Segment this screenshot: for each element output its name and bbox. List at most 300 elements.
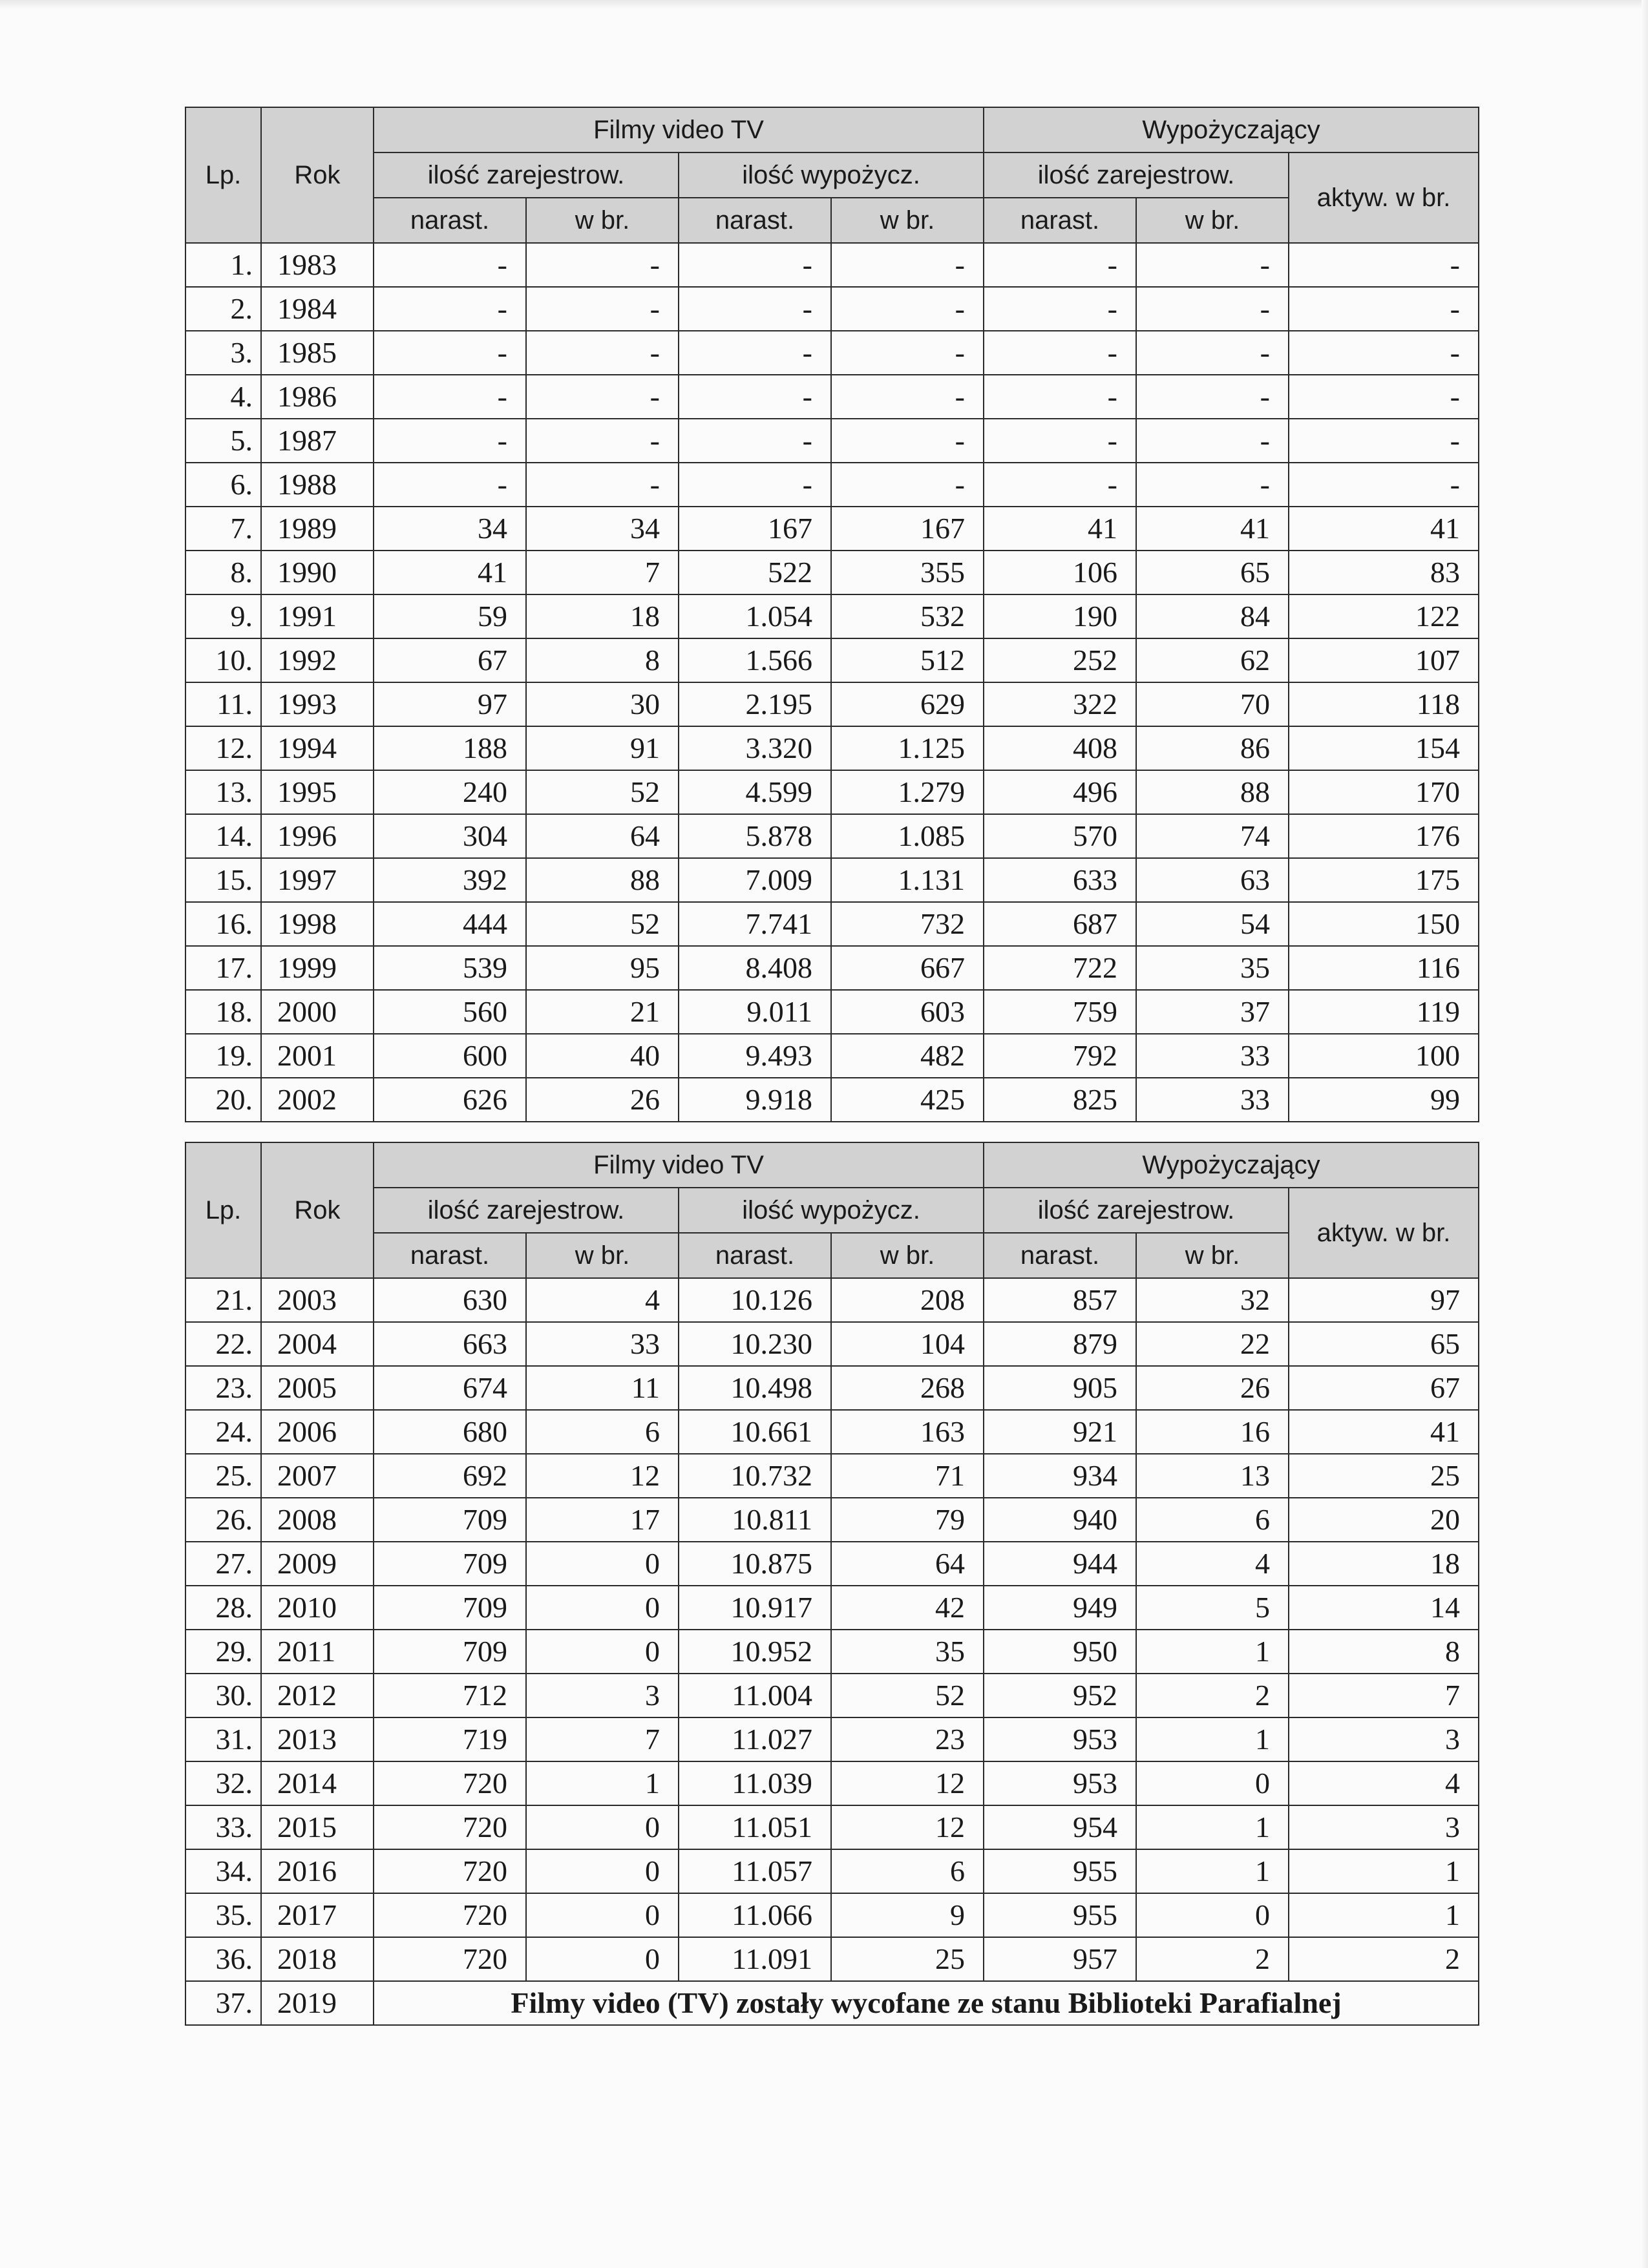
cell-loans-narast: 9.493 [679, 1034, 831, 1078]
cell-lp: 5. [185, 419, 261, 463]
cell-borrowers-wbr: 0 [1136, 1761, 1289, 1805]
cell-borrowers-wbr: 33 [1136, 1078, 1289, 1122]
cell-films-wbr: - [526, 463, 679, 507]
cell-rok: 1989 [261, 507, 374, 551]
cell-rok: 2000 [261, 990, 374, 1034]
cell-films-narast: 240 [374, 770, 526, 814]
cell-active: - [1289, 463, 1479, 507]
cell-borrowers-narast: - [984, 419, 1136, 463]
table-row [185, 726, 1479, 770]
cell-borrowers-wbr: 62 [1136, 638, 1289, 682]
cell-borrowers-wbr: - [1136, 419, 1289, 463]
cell-active: 107 [1289, 638, 1479, 682]
header-films-loans: ilość wypożycz. [679, 1188, 984, 1233]
header-lp: Lp. [185, 107, 261, 243]
cell-films-narast: 539 [374, 946, 526, 990]
table-row [185, 463, 1479, 507]
cell-active: 97 [1289, 1278, 1479, 1322]
cell-loans-narast: - [679, 331, 831, 375]
cell-loans-wbr: 71 [831, 1454, 984, 1498]
cell-borrowers-wbr: 84 [1136, 594, 1289, 638]
cell-loans-narast: - [679, 375, 831, 419]
cell-loans-narast: 11.057 [679, 1849, 831, 1893]
cell-rok: 2011 [261, 1630, 374, 1674]
cell-active: - [1289, 331, 1479, 375]
cell-borrowers-narast: 879 [984, 1322, 1136, 1366]
cell-films-wbr: 0 [526, 1805, 679, 1849]
cell-loans-narast: 1.054 [679, 594, 831, 638]
header-lp: Lp. [185, 1142, 261, 1278]
cell-rok: 2017 [261, 1893, 374, 1937]
cell-borrowers-wbr: 32 [1136, 1278, 1289, 1322]
cell-borrowers-wbr: 35 [1136, 946, 1289, 990]
cell-loans-narast: 9.918 [679, 1078, 831, 1122]
cell-loans-wbr: - [831, 419, 984, 463]
cell-active: 118 [1289, 682, 1479, 726]
cell-loans-wbr: 23 [831, 1717, 984, 1761]
cell-borrowers-wbr: 1 [1136, 1849, 1289, 1893]
table-row [185, 1078, 1479, 1122]
table-row [185, 1937, 1479, 1981]
cell-loans-narast: 3.320 [679, 726, 831, 770]
cell-active: - [1289, 419, 1479, 463]
cell-loans-narast: 11.066 [679, 1893, 831, 1937]
cell-rok: 1999 [261, 946, 374, 990]
cell-loans-wbr: 603 [831, 990, 984, 1034]
cell-films-narast: 719 [374, 1717, 526, 1761]
cell-loans-wbr: - [831, 331, 984, 375]
cell-loans-wbr: 42 [831, 1586, 984, 1630]
cell-rok: 1995 [261, 770, 374, 814]
cell-lp: 15. [185, 858, 261, 902]
cell-films-wbr: 52 [526, 902, 679, 946]
cell-films-wbr: 18 [526, 594, 679, 638]
cell-borrowers-wbr: - [1136, 463, 1289, 507]
cell-rok: 1988 [261, 463, 374, 507]
cell-borrowers-narast: 940 [984, 1498, 1136, 1542]
cell-films-wbr: 0 [526, 1542, 679, 1586]
cell-loans-narast: 7.741 [679, 902, 831, 946]
cell-films-wbr: - [526, 331, 679, 375]
cell-lp: 12. [185, 726, 261, 770]
cell-films-wbr: 64 [526, 814, 679, 858]
header-wbr: w br. [526, 1233, 679, 1278]
cell-active: 154 [1289, 726, 1479, 770]
table-row [185, 1498, 1479, 1542]
cell-films-narast: 709 [374, 1586, 526, 1630]
final-section [185, 1981, 1479, 2025]
cell-borrowers-narast: 41 [984, 507, 1136, 551]
cell-rok: 1993 [261, 682, 374, 726]
cell-loans-wbr: 482 [831, 1034, 984, 1078]
header-narast: narast. [374, 198, 526, 243]
cell-loans-narast: - [679, 287, 831, 331]
cell-films-wbr: 0 [526, 1893, 679, 1937]
table-row [185, 1454, 1479, 1498]
cell-films-wbr: 33 [526, 1322, 679, 1366]
cell-films-narast: 720 [374, 1805, 526, 1849]
cell-active: 8 [1289, 1630, 1479, 1674]
cell-loans-narast: 11.039 [679, 1761, 831, 1805]
cell-borrowers-narast: 953 [984, 1717, 1136, 1761]
table-row [185, 1630, 1479, 1674]
cell-films-wbr: 95 [526, 946, 679, 990]
cell-lp: 17. [185, 946, 261, 990]
table-row [185, 682, 1479, 726]
cell-borrowers-wbr: 2 [1136, 1937, 1289, 1981]
cell-borrowers-wbr: 74 [1136, 814, 1289, 858]
cell-borrowers-narast: 954 [984, 1805, 1136, 1849]
cell-films-narast: 34 [374, 507, 526, 551]
header-rok: Rok [261, 1142, 374, 1278]
cell-active: 18 [1289, 1542, 1479, 1586]
cell-borrowers-narast: 633 [984, 858, 1136, 902]
cell-borrowers-narast: 934 [984, 1454, 1136, 1498]
cell-active: - [1289, 243, 1479, 287]
cell-films-wbr: 7 [526, 1717, 679, 1761]
cell-films-wbr: 8 [526, 638, 679, 682]
cell-films-narast: - [374, 287, 526, 331]
cell-loans-narast: 10.230 [679, 1322, 831, 1366]
cell-lp: 14. [185, 814, 261, 858]
cell-borrowers-narast: 950 [984, 1630, 1136, 1674]
cell-rok: 1987 [261, 419, 374, 463]
cell-borrowers-wbr: 1 [1136, 1717, 1289, 1761]
cell-borrowers-wbr: - [1136, 331, 1289, 375]
cell-rok: 1985 [261, 331, 374, 375]
cell-loans-wbr: 532 [831, 594, 984, 638]
cell-rok: 1991 [261, 594, 374, 638]
cell-lp: 18. [185, 990, 261, 1034]
table-row [185, 1805, 1479, 1849]
cell-borrowers-wbr: 33 [1136, 1034, 1289, 1078]
cell-loans-wbr: 163 [831, 1410, 984, 1454]
cell-borrowers-narast: 722 [984, 946, 1136, 990]
cell-films-wbr: 1 [526, 1761, 679, 1805]
table-row [185, 1717, 1479, 1761]
cell-films-wbr: 11 [526, 1366, 679, 1410]
cell-borrowers-narast: 496 [984, 770, 1136, 814]
cell-lp: 19. [185, 1034, 261, 1078]
table-row [185, 770, 1479, 814]
header-group-films: Filmy video TV [374, 107, 984, 152]
cell-films-wbr: - [526, 243, 679, 287]
cell-loans-narast: 11.004 [679, 1674, 831, 1717]
table-body-2 [185, 1278, 1479, 1981]
cell-rok: 2012 [261, 1674, 374, 1717]
table-row [185, 507, 1479, 551]
scan-right-edge [1642, 0, 1648, 2268]
cell-loans-narast: - [679, 419, 831, 463]
cell-lp: 23. [185, 1366, 261, 1410]
cell-borrowers-narast: 190 [984, 594, 1136, 638]
table-part-2 [185, 1142, 1479, 2026]
cell-loans-narast: 10.661 [679, 1410, 831, 1454]
cell-films-wbr: - [526, 419, 679, 463]
cell-rok: 1983 [261, 243, 374, 287]
table-row [185, 1034, 1479, 1078]
cell-borrowers-narast: 944 [984, 1542, 1136, 1586]
cell-loans-wbr: 667 [831, 946, 984, 990]
header-films-registered: ilość zarejestrow. [374, 152, 679, 198]
cell-borrowers-narast: 949 [984, 1586, 1136, 1630]
table-row [185, 814, 1479, 858]
table-row [185, 1322, 1479, 1366]
cell-lp: 27. [185, 1542, 261, 1586]
cell-borrowers-narast: 953 [984, 1761, 1136, 1805]
table-row [185, 638, 1479, 682]
cell-films-narast: 709 [374, 1630, 526, 1674]
header-narast: narast. [374, 1233, 526, 1278]
cell-borrowers-narast: 322 [984, 682, 1136, 726]
table-row [185, 1893, 1479, 1937]
header-group-films: Filmy video TV [374, 1142, 984, 1188]
cell-borrowers-narast: 857 [984, 1278, 1136, 1322]
cell-films-wbr: 0 [526, 1630, 679, 1674]
cell-films-narast: 392 [374, 858, 526, 902]
cell-rok: 1984 [261, 287, 374, 331]
cell-rok: 2007 [261, 1454, 374, 1498]
cell-borrowers-narast: 905 [984, 1366, 1136, 1410]
cell-borrowers-narast: 252 [984, 638, 1136, 682]
cell-loans-wbr: 25 [831, 1937, 984, 1981]
cell-loans-narast: 11.027 [679, 1717, 831, 1761]
cell-active: 1 [1289, 1849, 1479, 1893]
cell-borrowers-wbr: 4 [1136, 1542, 1289, 1586]
cell-borrowers-narast: 570 [984, 814, 1136, 858]
cell-loans-narast: 1.566 [679, 638, 831, 682]
header-films-registered: ilość zarejestrow. [374, 1188, 679, 1233]
scan-edge [0, 0, 1648, 9]
cell-rok: 2003 [261, 1278, 374, 1322]
cell-films-wbr: 12 [526, 1454, 679, 1498]
cell-lp: 3. [185, 331, 261, 375]
cell-loans-narast: 7.009 [679, 858, 831, 902]
cell-loans-narast: 10.952 [679, 1630, 831, 1674]
header-2 [185, 1142, 1479, 1278]
cell-loans-wbr: 12 [831, 1805, 984, 1849]
cell-films-wbr: - [526, 375, 679, 419]
cell-active: 116 [1289, 946, 1479, 990]
cell-rok: 2009 [261, 1542, 374, 1586]
cell-films-wbr: 7 [526, 551, 679, 594]
cell-borrowers-narast: 408 [984, 726, 1136, 770]
cell-lp: 25. [185, 1454, 261, 1498]
table-row [185, 1278, 1479, 1322]
cell-rok: 1992 [261, 638, 374, 682]
cell-loans-narast: 10.875 [679, 1542, 831, 1586]
cell-loans-wbr: 268 [831, 1366, 984, 1410]
cell-active: 122 [1289, 594, 1479, 638]
cell-active: 20 [1289, 1498, 1479, 1542]
cell-active: 175 [1289, 858, 1479, 902]
cell-lp: 26. [185, 1498, 261, 1542]
header-narast: narast. [984, 198, 1136, 243]
cell-borrowers-wbr: 1 [1136, 1805, 1289, 1849]
table-row-final [185, 1981, 1479, 2025]
cell-active: 83 [1289, 551, 1479, 594]
cell-lp: 10. [185, 638, 261, 682]
cell-borrowers-wbr: 88 [1136, 770, 1289, 814]
cell-rok: 2013 [261, 1717, 374, 1761]
cell-loans-wbr: 64 [831, 1542, 984, 1586]
cell-borrowers-narast: 952 [984, 1674, 1136, 1717]
header-wbr: w br. [1136, 198, 1289, 243]
cell-rok: 2004 [261, 1322, 374, 1366]
cell-active: 176 [1289, 814, 1479, 858]
cell-lp: 32. [185, 1761, 261, 1805]
cell-lp: 31. [185, 1717, 261, 1761]
cell-films-narast: 41 [374, 551, 526, 594]
table-row [185, 375, 1479, 419]
cell-films-narast: 720 [374, 1937, 526, 1981]
cell-films-wbr: 0 [526, 1586, 679, 1630]
header-1 [185, 107, 1479, 243]
table-row [185, 331, 1479, 375]
table-row [185, 990, 1479, 1034]
cell-borrowers-narast: - [984, 375, 1136, 419]
cell-films-narast: 304 [374, 814, 526, 858]
cell-loans-wbr: - [831, 243, 984, 287]
cell-active: 1 [1289, 1893, 1479, 1937]
cell-loans-wbr: 167 [831, 507, 984, 551]
table-body-1 [185, 243, 1479, 1122]
cell-active: 41 [1289, 1410, 1479, 1454]
cell-films-narast: 560 [374, 990, 526, 1034]
cell-films-narast: 692 [374, 1454, 526, 1498]
cell-rok: 2001 [261, 1034, 374, 1078]
cell-borrowers-narast: - [984, 331, 1136, 375]
cell-films-narast: 59 [374, 594, 526, 638]
header-films-loans: ilość wypożycz. [679, 152, 984, 198]
cell-loans-wbr: 1.085 [831, 814, 984, 858]
cell-borrowers-wbr: - [1136, 375, 1289, 419]
cell-borrowers-wbr: 63 [1136, 858, 1289, 902]
cell-films-wbr: - [526, 287, 679, 331]
cell-lp: 36. [185, 1937, 261, 1981]
cell-borrowers-narast: 792 [984, 1034, 1136, 1078]
cell-loans-wbr: 208 [831, 1278, 984, 1322]
cell-lp: 8. [185, 551, 261, 594]
cell-lp: 29. [185, 1630, 261, 1674]
cell-borrowers-narast: 957 [984, 1937, 1136, 1981]
cell-rok: 1990 [261, 551, 374, 594]
cell-lp: 20. [185, 1078, 261, 1122]
header-active: aktyw. w br. [1289, 1188, 1479, 1278]
cell-active: - [1289, 287, 1479, 331]
cell-active: 67 [1289, 1366, 1479, 1410]
cell-films-wbr: 52 [526, 770, 679, 814]
cell-active: 4 [1289, 1761, 1479, 1805]
cell-active: - [1289, 375, 1479, 419]
table-row [185, 1586, 1479, 1630]
cell-loans-wbr: 629 [831, 682, 984, 726]
cell-films-narast: 97 [374, 682, 526, 726]
cell-loans-narast: 11.051 [679, 1805, 831, 1849]
cell-films-wbr: 34 [526, 507, 679, 551]
cell-lp: 13. [185, 770, 261, 814]
cell-borrowers-narast: 759 [984, 990, 1136, 1034]
cell-rok: 2016 [261, 1849, 374, 1893]
table-row [185, 902, 1479, 946]
cell-films-wbr: 0 [526, 1849, 679, 1893]
cell-rok: 2018 [261, 1937, 374, 1981]
cell-loans-wbr: 512 [831, 638, 984, 682]
cell-films-wbr: 40 [526, 1034, 679, 1078]
cell-active: 100 [1289, 1034, 1479, 1078]
cell-films-narast: 720 [374, 1849, 526, 1893]
cell-loans-narast: 9.011 [679, 990, 831, 1034]
cell-loans-narast: 10.811 [679, 1498, 831, 1542]
cell-loans-wbr: 12 [831, 1761, 984, 1805]
cell-loans-wbr: 35 [831, 1630, 984, 1674]
table-row [185, 946, 1479, 990]
cell-loans-narast: 10.917 [679, 1586, 831, 1630]
cell-rok: 2014 [261, 1761, 374, 1805]
cell-films-narast: 630 [374, 1278, 526, 1322]
cell-films-wbr: 91 [526, 726, 679, 770]
cell-loans-wbr: 355 [831, 551, 984, 594]
cell-films-narast: 709 [374, 1498, 526, 1542]
cell-loans-wbr: - [831, 287, 984, 331]
cell-borrowers-wbr: 5 [1136, 1586, 1289, 1630]
cell-loans-wbr: 104 [831, 1322, 984, 1366]
cell-rok: 1998 [261, 902, 374, 946]
cell-active: 3 [1289, 1805, 1479, 1849]
cell-films-narast: 709 [374, 1542, 526, 1586]
cell-lp: 21. [185, 1278, 261, 1322]
cell-loans-wbr: - [831, 375, 984, 419]
cell-rok: 2008 [261, 1498, 374, 1542]
cell-rok: 1996 [261, 814, 374, 858]
table-row [185, 419, 1479, 463]
cell-films-narast: 712 [374, 1674, 526, 1717]
cell-borrowers-wbr: 22 [1136, 1322, 1289, 1366]
withdrawal-note: Filmy video (TV) zostały wycofane ze stanu Biblioteki Parafialnej [374, 1981, 1479, 2025]
cell-active: 99 [1289, 1078, 1479, 1122]
cell-loans-wbr: - [831, 463, 984, 507]
cell-loans-wbr: 732 [831, 902, 984, 946]
table-row [185, 1674, 1479, 1717]
cell-films-narast: 720 [374, 1761, 526, 1805]
cell-lp: 7. [185, 507, 261, 551]
cell-loans-narast: 10.732 [679, 1454, 831, 1498]
cell-loans-wbr: 9 [831, 1893, 984, 1937]
cell-lp: 24. [185, 1410, 261, 1454]
cell-borrowers-narast: 955 [984, 1893, 1136, 1937]
cell-borrowers-narast: 921 [984, 1410, 1136, 1454]
table-row [185, 551, 1479, 594]
cell-films-narast: 720 [374, 1893, 526, 1937]
cell-borrowers-narast: - [984, 287, 1136, 331]
cell-borrowers-wbr: 65 [1136, 551, 1289, 594]
cell-borrowers-wbr: 16 [1136, 1410, 1289, 1454]
header-group-borrowers: Wypożyczający [984, 107, 1479, 152]
cell-borrowers-wbr: 1 [1136, 1630, 1289, 1674]
cell-loans-narast: 8.408 [679, 946, 831, 990]
cell-borrowers-wbr: - [1136, 287, 1289, 331]
cell-films-wbr: 6 [526, 1410, 679, 1454]
cell-active: 7 [1289, 1674, 1479, 1717]
header-wbr: w br. [831, 198, 984, 243]
cell-lp: 30. [185, 1674, 261, 1717]
cell-borrowers-wbr: 37 [1136, 990, 1289, 1034]
cell-films-narast: - [374, 375, 526, 419]
header-rok: Rok [261, 107, 374, 243]
header-active: aktyw. w br. [1289, 152, 1479, 243]
table-row [185, 858, 1479, 902]
header-group-borrowers: Wypożyczający [984, 1142, 1479, 1188]
